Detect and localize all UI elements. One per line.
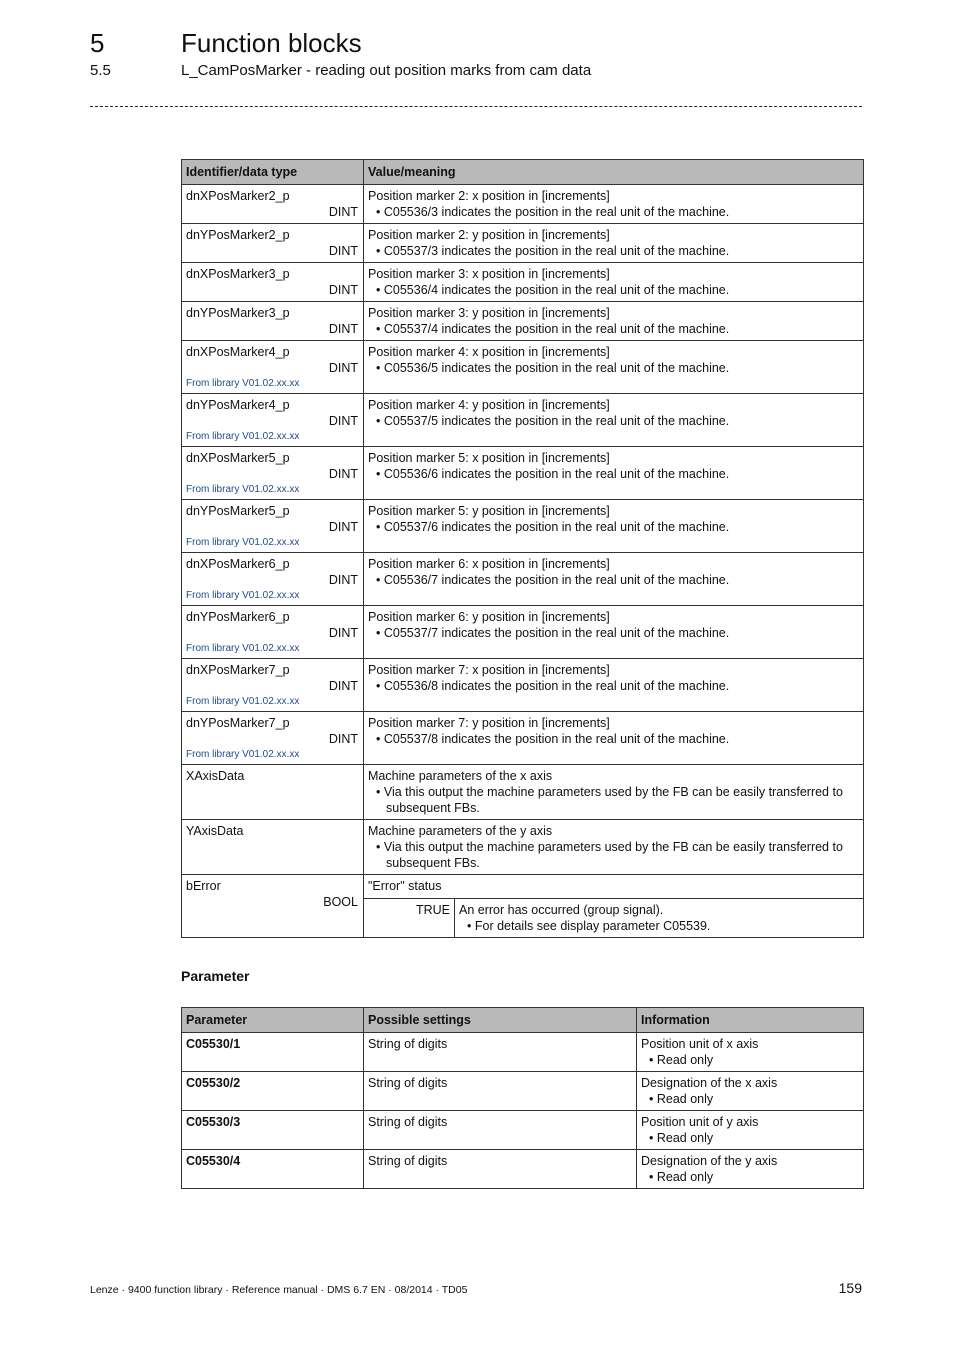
meaning-text: Position marker 3: x position in [increments] — [368, 267, 610, 281]
parameter-code: C05530/3 — [182, 1111, 364, 1150]
information-text: Position unit of y axis — [641, 1115, 759, 1129]
meaning-text: Position marker 7: x position in [increments] — [368, 663, 610, 677]
bullet-content: C05537/4 indicates the position in the real unit of the machine. — [383, 322, 730, 336]
identifier-cell — [182, 500, 364, 553]
bullet-content: C05537/8 indicates the position in the real unit of the machine. — [383, 732, 730, 746]
meaning-cell — [364, 185, 864, 224]
table-row — [182, 1111, 864, 1150]
identifier-name: dnXPosMarker2_p — [186, 189, 290, 203]
outputs-table — [181, 159, 864, 938]
bullet-text: • C05537/6 indicates the position in the real unit of the machine. — [376, 520, 730, 534]
bullet-text: • C05537/3 indicates the position in the real unit of the machine. — [376, 244, 730, 258]
meaning-cell — [364, 659, 864, 712]
identifier-cell — [182, 606, 364, 659]
status-value: An error has occurred (group signal). — [459, 903, 664, 917]
data-type: DINT — [328, 205, 358, 219]
table-row — [182, 1072, 864, 1111]
bullet-text: • C05537/4 indicates the position in the real unit of the machine. — [376, 322, 730, 336]
bullet-text: • C05537/5 indicates the position in the real unit of the machine. — [376, 414, 730, 428]
bullet-content: C05536/6 indicates the position in the real unit of the machine. — [383, 467, 730, 481]
status-value-table — [364, 898, 863, 937]
bullet-content: C05536/4 indicates the position in the real unit of the machine. — [383, 283, 730, 297]
identifier-cell — [182, 263, 364, 302]
identifier-name: dnYPosMarker5_p — [186, 504, 290, 518]
meaning-text: Position marker 4: x position in [increments] — [368, 345, 610, 359]
meaning-cell — [364, 394, 864, 447]
identifier-name: dnXPosMarker5_p — [186, 451, 290, 465]
meaning-cell — [364, 263, 864, 302]
meaning-cell — [364, 820, 864, 875]
meaning-text: Position marker 2: x position in [increments] — [368, 189, 610, 203]
bullet-content: C05537/5 indicates the position in the real unit of the machine. — [383, 414, 730, 428]
possible-setting: String of digits — [364, 1111, 637, 1150]
information-cell — [637, 1033, 864, 1072]
identifier-name: dnYPosMarker7_p — [186, 716, 290, 730]
section-title: L_CamPosMarker - reading out position marks from cam data — [181, 62, 592, 79]
parameter-code: C05530/4 — [182, 1150, 364, 1189]
bullet-text: • C05536/4 indicates the position in the real unit of the machine. — [376, 283, 730, 297]
table-header-row — [182, 1008, 864, 1033]
meaning-text: Position marker 4: y position in [increments] — [368, 398, 610, 412]
library-version-note: From library V01.02.xx.xx — [186, 749, 300, 760]
header-divider — [90, 106, 862, 107]
table-row — [182, 185, 864, 224]
library-version-note: From library V01.02.xx.xx — [186, 431, 300, 442]
bullet-text: • Via this output the machine parameters used by the FB can be easily transferred to subsequent FBs. — [376, 840, 843, 870]
library-version-note: From library V01.02.xx.xx — [186, 378, 300, 389]
bullet-content: Read only — [656, 1053, 714, 1067]
table-row — [182, 341, 864, 394]
meaning-cell — [364, 341, 864, 394]
table-row — [182, 765, 864, 820]
library-version-note: From library V01.02.xx.xx — [186, 590, 300, 601]
identifier-cell — [182, 712, 364, 765]
parameter-code: C05530/1 — [182, 1033, 364, 1072]
identifier-cell — [182, 659, 364, 712]
identifier-cell — [182, 302, 364, 341]
meaning-cell — [364, 447, 864, 500]
data-type: DINT — [328, 322, 358, 336]
meaning-cell — [364, 712, 864, 765]
data-type: DINT — [328, 573, 358, 587]
bullet-text: • C05537/7 indicates the position in the real unit of the machine. — [376, 626, 730, 640]
meaning-cell — [364, 553, 864, 606]
bullet-content: For details see display parameter C05539. — [474, 919, 711, 933]
identifier-name: dnXPosMarker4_p — [186, 345, 290, 359]
table-row — [182, 500, 864, 553]
identifier-cell — [182, 553, 364, 606]
identifier-cell — [182, 875, 364, 938]
data-type: DINT — [328, 467, 358, 481]
table-row — [182, 224, 864, 263]
table-row — [182, 553, 864, 606]
identifier-name: dnYPosMarker4_p — [186, 398, 290, 412]
bullet-text: • C05536/8 indicates the position in the real unit of the machine. — [376, 679, 730, 693]
possible-setting: String of digits — [364, 1072, 637, 1111]
information-cell — [637, 1072, 864, 1111]
meaning-text: Machine parameters of the x axis — [368, 769, 553, 783]
bullet-content: Via this output the machine parameters used by the FB can be easily transferred to subsequent FBs. — [383, 840, 843, 870]
meaning-text: Position marker 3: y position in [increments] — [368, 306, 610, 320]
meaning-text: Position marker 6: y position in [increments] — [368, 610, 610, 624]
identifier-cell — [182, 447, 364, 500]
bullet-content: C05536/3 indicates the position in the real unit of the machine. — [383, 205, 730, 219]
parameter-code: C05530/2 — [182, 1072, 364, 1111]
library-version-note: From library V01.02.xx.xx — [186, 537, 300, 548]
bullet-content: Via this output the machine parameters used by the FB can be easily transferred to subsequent FBs. — [383, 785, 843, 815]
bullet-text: • Read only — [649, 1053, 714, 1067]
library-version-note: From library V01.02.xx.xx — [186, 643, 300, 654]
bullet-content: C05536/8 indicates the position in the real unit of the machine. — [383, 679, 730, 693]
bullet-text: • C05536/3 indicates the position in the real unit of the machine. — [376, 205, 730, 219]
data-type: DINT — [328, 520, 358, 534]
identifier-cell — [182, 765, 364, 820]
page-number: 159 — [838, 1280, 862, 1296]
parameter-table-body — [182, 1033, 864, 1189]
bullet-text: • Via this output the machine parameters used by the FB can be easily transferred to subsequent FBs. — [376, 785, 843, 815]
chapter-title: Function blocks — [181, 28, 362, 58]
identifier-cell — [182, 820, 364, 875]
identifier-name: dnXPosMarker3_p — [186, 267, 290, 281]
identifier-name: dnXPosMarker7_p — [186, 663, 290, 677]
data-type: BOOL — [323, 895, 358, 909]
bullet-text: • Read only — [649, 1092, 714, 1106]
library-version-note: From library V01.02.xx.xx — [186, 696, 300, 707]
information-cell — [637, 1111, 864, 1150]
bullet-content: C05536/5 indicates the position in the real unit of the machine. — [383, 361, 730, 375]
table-row — [182, 606, 864, 659]
table-header-row — [182, 160, 864, 185]
table-row — [182, 1150, 864, 1189]
identifier-name: bError — [186, 879, 221, 893]
bullet-text: • For details see display parameter C05539. — [467, 919, 711, 933]
table-row — [182, 875, 864, 938]
bullet-text: • C05536/7 indicates the position in the real unit of the machine. — [376, 573, 730, 587]
data-type: DINT — [328, 626, 358, 640]
table-row — [182, 659, 864, 712]
data-type: DINT — [328, 732, 358, 746]
data-type: DINT — [328, 244, 358, 258]
bullet-content: C05536/7 indicates the position in the real unit of the machine. — [383, 573, 730, 587]
possible-setting: String of digits — [364, 1150, 637, 1189]
identifier-cell — [182, 224, 364, 263]
status-value-cell — [455, 899, 864, 938]
table-row — [364, 899, 863, 938]
column-header: Identifier/data type — [182, 160, 364, 185]
column-header: Possible settings — [364, 1008, 637, 1033]
meaning-cell — [364, 500, 864, 553]
column-header: Information — [637, 1008, 864, 1033]
information-cell — [637, 1150, 864, 1189]
identifier-cell — [182, 341, 364, 394]
bullet-content: Read only — [656, 1092, 714, 1106]
identifier-cell — [182, 185, 364, 224]
identifier-name: XAxisData — [186, 769, 245, 783]
identifier-name: dnYPosMarker6_p — [186, 610, 290, 624]
table-row — [182, 1033, 864, 1072]
meaning-text: Position marker 5: y position in [increments] — [368, 504, 610, 518]
information-text: Designation of the y axis — [641, 1154, 778, 1168]
bullet-content: C05537/6 indicates the position in the real unit of the machine. — [383, 520, 730, 534]
meaning-cell — [364, 875, 864, 938]
meaning-cell — [364, 606, 864, 659]
identifier-name: YAxisData — [186, 824, 244, 838]
table-row — [182, 302, 864, 341]
identifier-cell — [182, 394, 364, 447]
meaning-cell — [364, 302, 864, 341]
bullet-text: • C05536/6 indicates the position in the real unit of the machine. — [376, 467, 730, 481]
section-number: 5.5 — [90, 62, 111, 79]
information-text: Designation of the x axis — [641, 1076, 778, 1090]
meaning-text: Position marker 7: y position in [increments] — [368, 716, 610, 730]
library-version-note: From library V01.02.xx.xx — [186, 484, 300, 495]
outputs-table-body — [182, 185, 864, 938]
column-header: Value/meaning — [364, 160, 864, 185]
data-type: DINT — [328, 679, 358, 693]
bullet-content: Read only — [656, 1131, 714, 1145]
meaning-text: Position marker 2: y position in [increments] — [368, 228, 610, 242]
table-row — [182, 394, 864, 447]
possible-setting: String of digits — [364, 1033, 637, 1072]
column-header: Parameter — [182, 1008, 364, 1033]
bullet-content: C05537/3 indicates the position in the real unit of the machine. — [383, 244, 730, 258]
meaning-text: Position marker 5: x position in [increments] — [368, 451, 610, 465]
meaning-cell — [364, 765, 864, 820]
bullet-text: • C05536/5 indicates the position in the real unit of the machine. — [376, 361, 730, 375]
table-row — [182, 820, 864, 875]
parameter-table — [181, 1007, 864, 1189]
bullet-content: C05537/7 indicates the position in the real unit of the machine. — [383, 626, 730, 640]
data-type: DINT — [328, 283, 358, 297]
meaning-cell — [364, 224, 864, 263]
footer-text: Lenze · 9400 function library · Reference manual · DMS 6.7 EN · 08/2014 · TD05 — [90, 1284, 468, 1296]
meaning-text: Machine parameters of the y axis — [368, 824, 553, 838]
identifier-name: dnYPosMarker3_p — [186, 306, 290, 320]
bullet-text: • Read only — [649, 1131, 714, 1145]
table-row — [182, 263, 864, 302]
identifier-name: dnYPosMarker2_p — [186, 228, 290, 242]
data-type: DINT — [328, 414, 358, 428]
parameter-heading: Parameter — [181, 968, 250, 984]
meaning-text: "Error" status — [368, 879, 442, 893]
data-type: DINT — [328, 361, 358, 375]
identifier-name: dnXPosMarker6_p — [186, 557, 290, 571]
meaning-text: Position marker 6: x position in [increments] — [368, 557, 610, 571]
bullet-content: Read only — [656, 1170, 714, 1184]
information-text: Position unit of x axis — [641, 1037, 759, 1051]
chapter-number: 5 — [90, 28, 105, 58]
bullet-text: • C05537/8 indicates the position in the real unit of the machine. — [376, 732, 730, 746]
table-row — [182, 447, 864, 500]
table-row — [182, 712, 864, 765]
status-key: TRUE — [364, 899, 455, 938]
bullet-text: • Read only — [649, 1170, 714, 1184]
